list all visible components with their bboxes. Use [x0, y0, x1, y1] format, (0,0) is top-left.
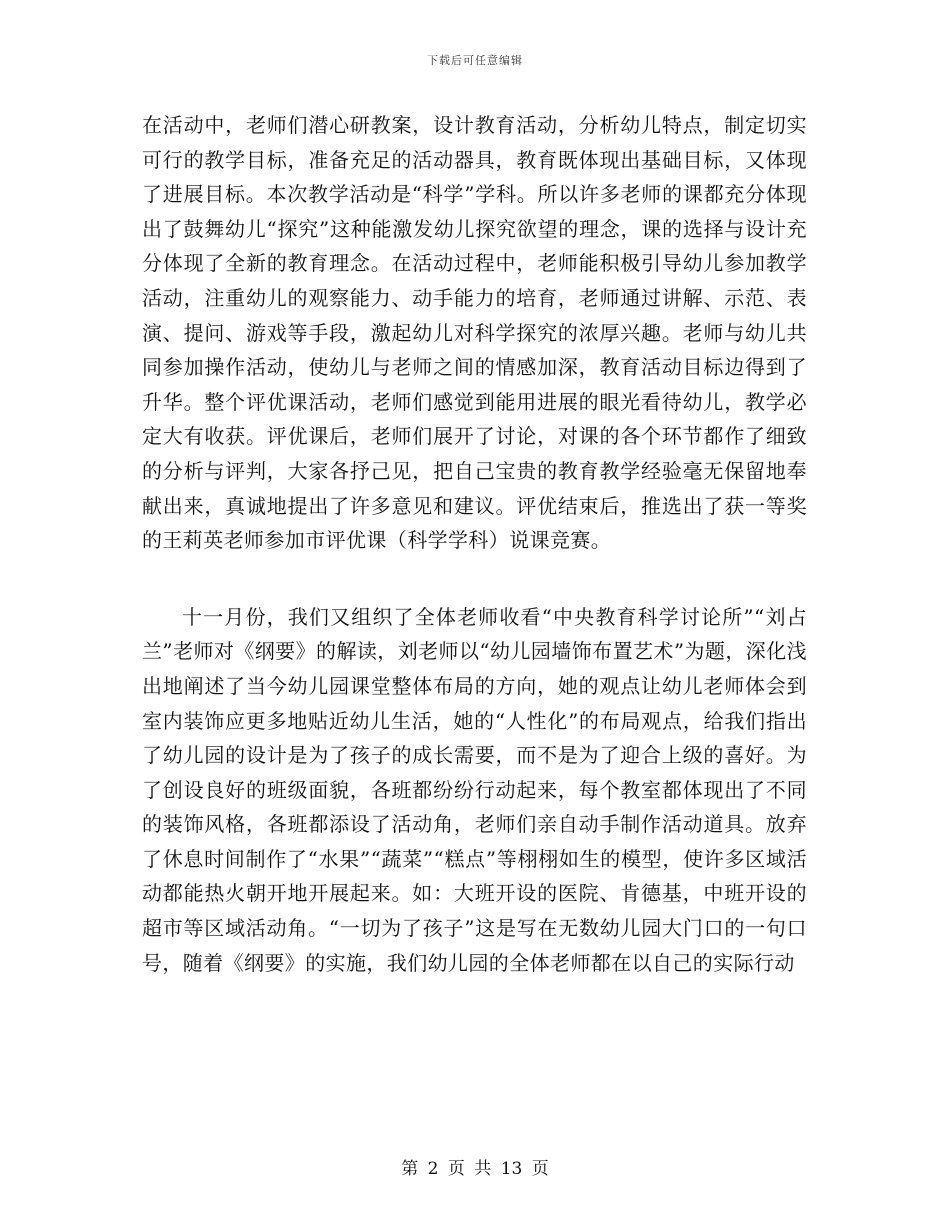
paragraph-november-training: 十一月份，我们又组织了全体老师收看“中央教育科学讨论所”“刘占兰”老师对《纲要》的解读，刘老师以“幼儿园墙饰布置艺术”为题，深化浅出地阐述了当今幼儿园课堂整体布局的方向，她的观点让幼儿老师体会到室内装饰应更多地贴近幼儿生活，她的“人性化”的布局观点，给我们指出了幼儿园的设计是为了孩子的成长需要，而不是为了迎合上级的喜好。为了创设良好的班级面貌，各班都纷纷行动起来，每个教室都体现出了不同的装饰风格，各班都添设了活动角，老师们亲自动手制作活动道具。放弃了休息时间制作了“水果”“蔬菜”“糕点”等栩栩如生的模型，使许多区域活动都能热火朝开地开展起来。如：大班开设的医院、肯德基，中班开设的超市等区域活动角。“一切为了孩子”这是写在无数幼儿园大门口的一句口号，随着《纲要》的实施，我们幼儿园的全体老师都在以自己的实际行动: [142, 604, 807, 975]
document-body: [142, 108, 807, 980]
paragraph-teaching-activity: 在活动中，老师们潜心研教案，设计教育活动，分析幼儿特点，制定切实可行的教学目标，准备充足的活动器具，教育既体现出基础目标，又体现了进展目标。本次教学活动是“科学”学科。所以许多老师的课都充分体现出了鼓舞幼儿“探究”这种能激发幼儿探究欲望的理念，课的选择与设计充分体现了全新的教育理念。在活动过程中，老师能积极引导幼儿参加教学活动，注重幼儿的观察能力、动手能力的培育，老师通过讲解、示范、表演、提问、游戏等手段，激起幼儿对科学探究的浓厚兴趣。老师与幼儿共同参加操作活动，使幼儿与老师之间的情感加深，教育活动目标边得到了升华。整个评优课活动，老师们感觉到能用进展的眼光看待幼儿，教学必定大有收获。评优课后，老师们展开了讨论，对课的各个环节都作了细致的分析与评判，大家各抒己见，把自己宝贵的教育教学经验毫无保留地奉献出来，真诚地提出了许多意见和建议。评优结束后，推选出了获一等奖的王莉英老师参加市评优课（科学学科）说课竞赛。: [142, 113, 807, 553]
page-number-footer: 第 2 页 共 13 页: [401, 1159, 549, 1179]
page-header: 下载后可任意编辑: [427, 54, 523, 67]
